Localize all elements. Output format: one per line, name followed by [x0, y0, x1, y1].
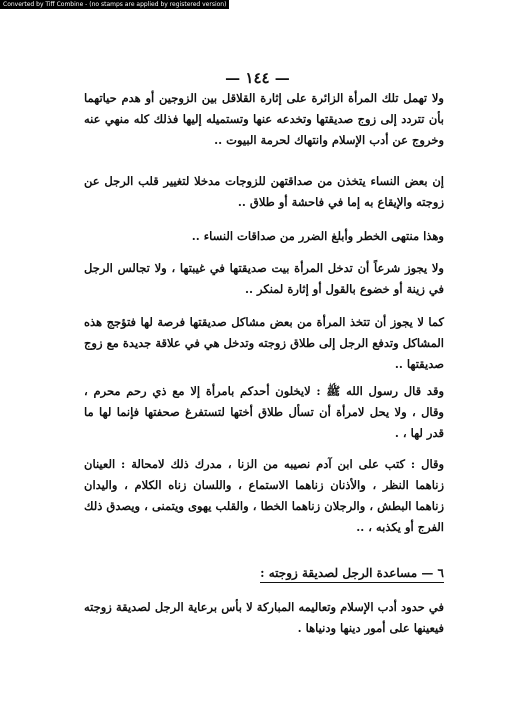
paragraph-6: وقد قال رسول الله ﷺ : لايخلون أحدكم بامرأة إلا مع ذي رحم محرم ، وقال ، ولا يحل لامرأة أن تسأل طلاق أختها لتستفرغ صحفتها فإنما لها ما قدر لها ، .	[84, 384, 444, 440]
paragraph-8: في حدود أدب الإسلام وتعاليمه المباركة لا بأس برعاية الرجل لصديقة زوجته فيعينها على أمور دينها ودنياها .	[84, 600, 444, 635]
page-number: — ١٤٤ —	[225, 69, 290, 87]
section-heading	[84, 563, 444, 583]
section-heading-text: ٦ — مساعدة الرجل لصديقة زوجته :	[260, 566, 444, 583]
paragraph-5: كما لا يجوز أن تتخذ المرأة من بعض مشاكل صديقتها فرصة لها فتؤجج هذه المشاكل وتدفع الرجل إلى طلاق زوجته وتدخل هي في علاقة جديدة مع زوج صديقتها ..	[84, 315, 444, 371]
paragraph-3: وهذا منتهى الخطر وأبلغ الضرر من صداقات النساء ..	[191, 229, 444, 243]
converter-banner: Converted by Tiff Combine - (no stamps are applied by registered version)	[0, 0, 229, 9]
paragraph-4: ولا يجوز شرعاً أن تدخل المرأة بيت صديقتها في غيبتها ، ولا تجالس الرجل في زينة أو خضوع بالقول أو إثارة لمنكر ..	[84, 261, 444, 296]
paragraph-7: وقال : كتب على ابن آدم نصيبه من الزنا ، مدرك ذلك لامحالة : العينان زناهما النظر ، والأذنان زناهما الاستماع ، واللسان زناه الكلام ، واليدان زناهما البطش ، والرجلان زناهما الخطا ، والقلب يهوى ويتمنى ، ويصدق ذلك الفرج أو يكذبه ، ..	[84, 457, 444, 534]
paragraph-2: إن بعض النساء يتخذن من صداقتهن للزوجات مدخلا لتغيير قلب الرجل عن زوجته والإيقاع به إما في فاحشة أو طلاق ..	[84, 174, 444, 209]
paragraph-1: ولا تهمل تلك المرأة الزائرة على إثارة القلاقل بين الزوجين أو هدم حياتهما بأن تتردد إلى زوج صديقتها وتخدعه عنها وتستميله إليها فذلك كله منهي عنه وخروج عن أدب الإسلام وانتهاك لحرمة البيوت ..	[84, 91, 444, 147]
